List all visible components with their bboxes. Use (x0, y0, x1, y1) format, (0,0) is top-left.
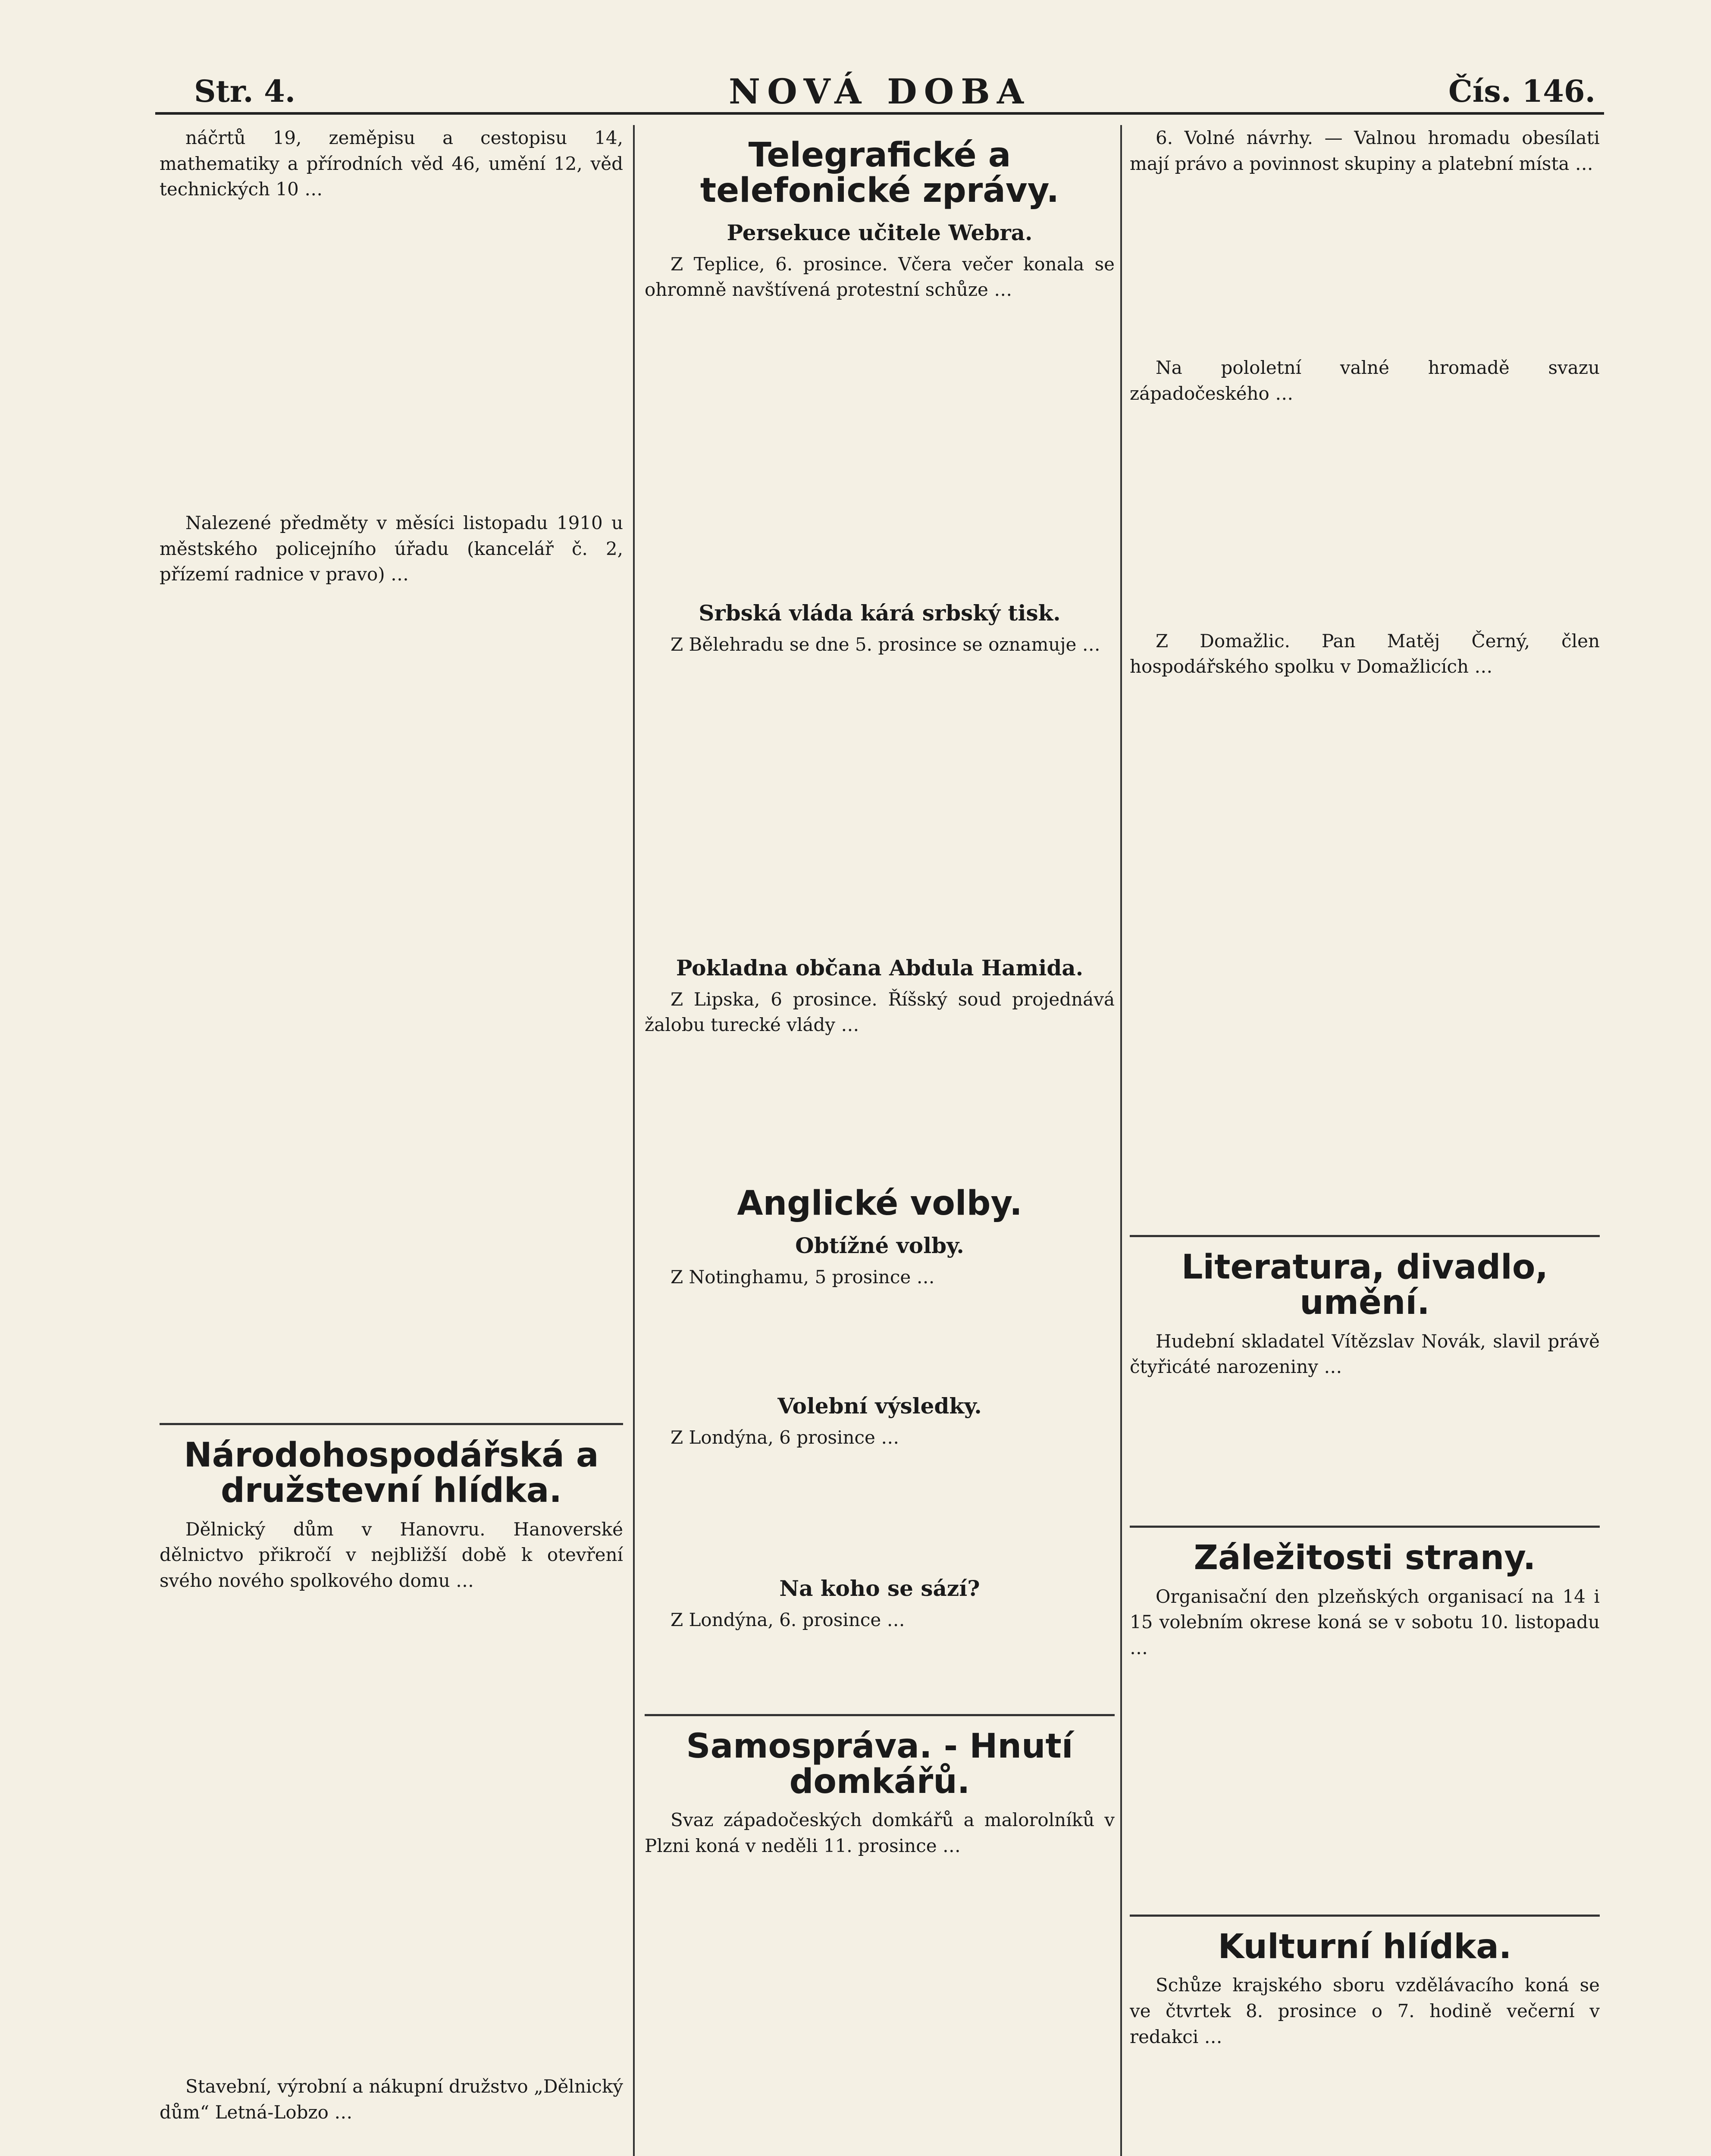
column-rule (633, 125, 635, 2156)
article-paragraph: Nalezené předměty v měsíci listopadu 1910 u městského policejního úřadu (kancelář č. 2, přízemí radnice v pravo) … (160, 512, 623, 585)
issue-number: Čís. 146. (1448, 73, 1595, 109)
article-paragraph: Z Lipska, 6 prosince. Říšský soud projednává žalobu turecké vlády … (645, 988, 1115, 1036)
article-heading: Persekuce učitele Webra. (727, 219, 1033, 245)
article-paragraph: Svaz západočeských domkářů a malorolníků v Plzni koná v neděli 11. prosince … (645, 1809, 1115, 1857)
section-heading: Kulturní hlídka. (1218, 1927, 1512, 1966)
article-paragraph: Dělnický dům v Hanovru. Hanoverské dělnictvo přikročí v nejbližší době k otevření svého nového spolkového domu … (160, 1518, 623, 1591)
article-paragraph: Organisační den plzeňských organisací na 14 i 15 volebním okrese koná se v sobotu 10. listopadu … (1130, 1586, 1600, 1658)
section-heading: Národohospodářská a družstevní hlídka. (184, 1435, 599, 1510)
article-heading: Obtížné volby. (795, 1232, 964, 1258)
article-paragraph: Z Teplice, 6. prosince. Včera večer konala se ohromně navštívená protestní schůze … (645, 253, 1115, 301)
section-heading: Literatura, divadlo, umění. (1181, 1247, 1548, 1322)
article-paragraph: 6. Volné návrhy. — Valnou hromadu obesílati mají právo a povinnost skupiny a platební místa … (1130, 127, 1600, 174)
article-paragraph: Stavební, výrobní a nákupní družstvo „Dělnický dům“ Letná-Lobzo … (160, 2076, 623, 2123)
article-heading: Na koho se sází? (779, 1576, 980, 1601)
article-paragraph: náčrtů 19, zeměpisu a cestopisu 14, mathematiky a přírodních věd 46, umění 12, věd technických 10 … (160, 127, 623, 200)
article-paragraph: Na pololetní valné hromadě svazu západočeského … (1130, 357, 1600, 404)
section-heading: Telegrafické a telefonické zprávy. (700, 136, 1059, 210)
column-3 (1130, 125, 1600, 2156)
section-heading: Záležitosti strany. (1194, 1538, 1536, 1577)
article-paragraph: Z Londýna, 6 prosince … (671, 1427, 899, 1448)
column-2 (645, 125, 1115, 2156)
newspaper-title: NOVÁ DOBA (729, 71, 1031, 112)
article-paragraph: Z Notinghamu, 5 prosince … (671, 1266, 935, 1288)
section-heading: Samospráva. - Hnutí domkářů. (686, 1727, 1073, 1801)
article-paragraph: Z Bělehradu se dne 5. prosince se oznamuje … (671, 634, 1100, 655)
page-number: Str. 4. (194, 73, 296, 109)
article-paragraph: Z Domažlic. Pan Matěj Černý, člen hospodářského spolku v Domažlicích … (1130, 630, 1600, 677)
section-heading: Anglické volby. (737, 1184, 1022, 1223)
article-heading: Srbská vláda kárá srbský tisk. (699, 600, 1061, 626)
article-paragraph: Z Londýna, 6. prosince … (671, 1609, 905, 1631)
article-heading: Pokladna občana Abdula Hamida. (676, 955, 1084, 981)
column-rule (1120, 125, 1122, 2156)
article-paragraph: Hudební skladatel Vítězslav Novák, slavil právě čtyřicáté narozeniny … (1130, 1330, 1600, 1378)
article-heading: Volební výsledky. (777, 1393, 982, 1419)
column-1 (160, 125, 623, 2156)
page-header (155, 65, 1604, 115)
article-paragraph: Schůze krajského sboru vzdělávacího koná se ve čtvrtek 8. prosince o 7. hodině večerní v redakci … (1130, 1974, 1600, 2047)
